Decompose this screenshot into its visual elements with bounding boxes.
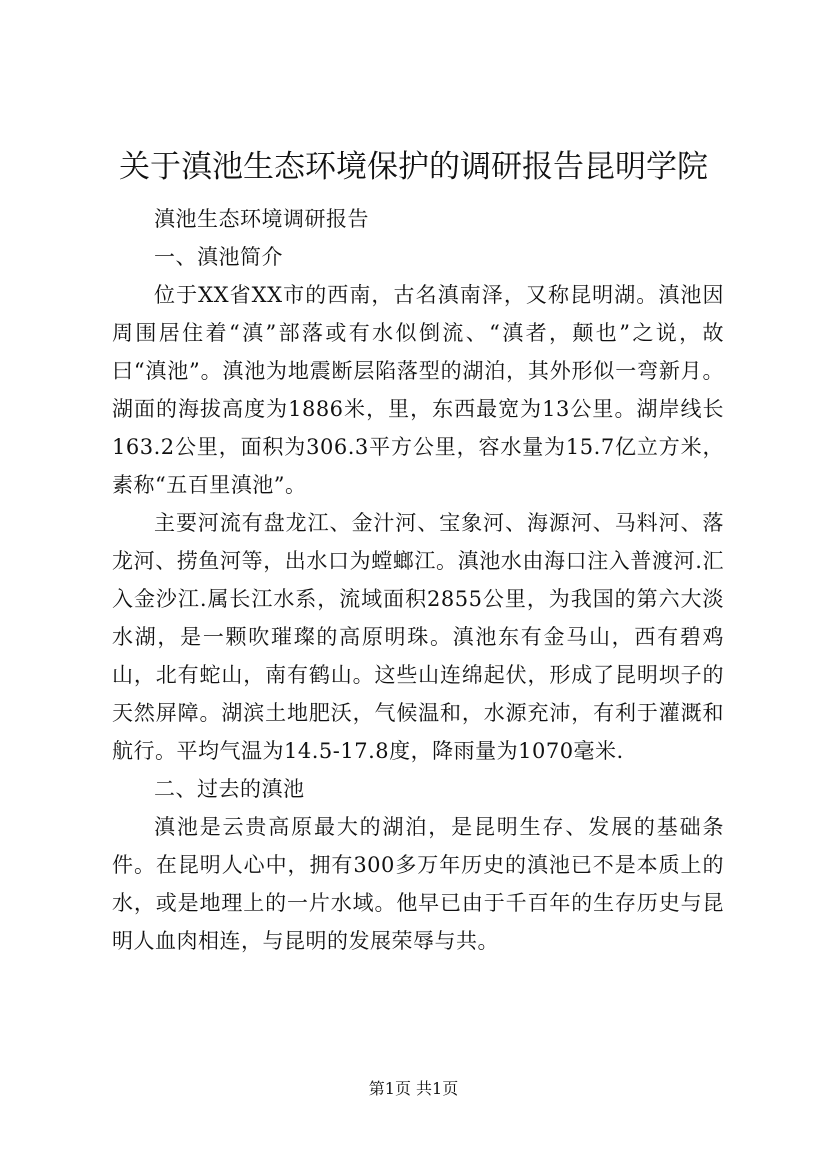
document-body bbox=[112, 200, 724, 960]
paragraph-past: 滇池是云贵高原最大的湖泊，是昆明生存、发展的基础条件。在昆明人心中，拥有300多万年历史的滇池已不是本质上的水，或是地理上的一片水域。他早已由于千百年的生存历史与昆明人血肉相连，与昆明的发展荣辱与共。 bbox=[112, 815, 724, 953]
paragraph-rivers: 主要河流有盘龙江、金汁河、宝象河、海源河、马料河、落龙河、捞鱼河等，出水口为螳螂江。滇池水由海口注入普渡河.汇入金沙江.属长江水系，流域面积2855公里，为我国的第六大淡水湖，是一颗吹璀璨的高原明珠。滇池东有金马山，西有碧鸡山，北有蛇山，南有鹤山。这些山连绵起伏，形成了昆明坝子的天然屏障。湖滨土地肥沃，气候温和，水源充沛，有利于灌溉和航行。平均气温为14.5-17.8度，降雨量为1070毫米. bbox=[112, 511, 724, 763]
section-heading-intro: 一、滇池简介 bbox=[154, 245, 283, 269]
report-subtitle: 滇池生态环境调研报告 bbox=[154, 207, 369, 231]
paragraph-location: 位于XX省XX市的西南，古名滇南泽，又称昆明湖。滇池因周围居住着“滇”部落或有水似倒流、“滇者，颠也”之说，故曰“滇池”。滇池为地震断层陷落型的湖泊，其外形似一弯新月。湖面的海拔高度为1886米，里，东西最宽为13公里。湖岸线长163.2公里，面积为306.3平方公里，容水量为15.7亿立方米，素称“五百里滇池”。 bbox=[112, 283, 724, 497]
document-title: 关于滇池生态环境保护的调研报告昆明学院 bbox=[119, 149, 708, 185]
section-heading-past: 二、过去的滇池 bbox=[154, 777, 305, 801]
page-number-footer: 第1页 共1页 bbox=[368, 1079, 459, 1098]
